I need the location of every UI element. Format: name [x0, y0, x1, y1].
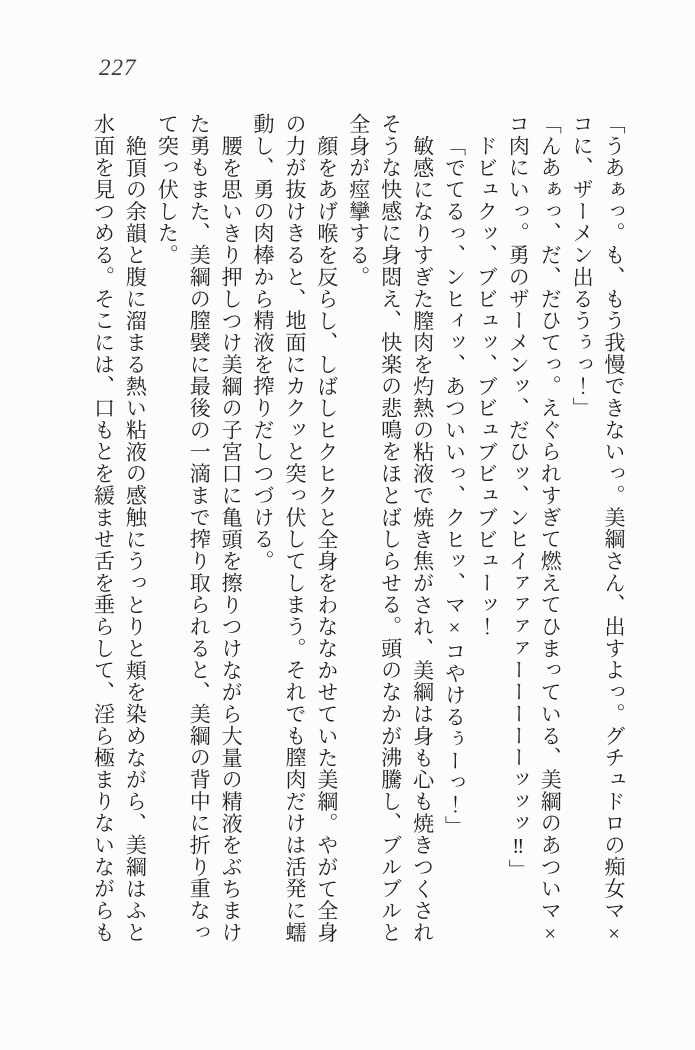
- narration-paragraph: 敏感になりすぎた膣肉を灼熱の粘液で焼き焦がされ、美綱は身も心も焼きつくされそうな快感に身悶え、快楽の悲鳴をほとばしらせる。頭のなかが沸騰し、ブルブルと全身が痙攣する。: [346, 113, 435, 944]
- vertical-text-block: [87, 113, 629, 947]
- dialogue-paragraph: 「んあぁっ、だ、だひてっ。えぐられすぎて燃えてひまっている、美綱のあついマ×コ肉にいっ。勇のザーメンッ、だひッ、ンヒイァァァァーーーーーッッッ‼」: [506, 113, 563, 947]
- narration-paragraph: 絶頂の余韻と腹に溜まる熱い粘液の感触にうっとりと頬を染めながら、美綱はふと水面を見つめる。そこには、口もとを緩ませ舌を垂らして、淫ら極まりないながらも: [91, 113, 148, 944]
- dialogue-paragraph: 「うあぁっ。も、もう我慢できないっ。美綱さん、出すよっ。グチュドロの痴女マ×コに、ザーメン出るうぅっ！」: [570, 113, 626, 947]
- narration-paragraph: 顔をあげ喉を反らし、しばしヒクヒクと全身をわななかせていた美綱。やがて全身の力が抜けきると、地面にカクッと突っ伏してしまう。それでも膣肉だけは活発に蠕動し、勇の肉棒から精液を搾りだしつづける。: [251, 113, 339, 944]
- sfx-paragraph: ドビュクッ、ブビュッ、ブビュブビュブビューッ！: [474, 134, 499, 638]
- dialogue-paragraph: 「でてるっ、ンヒィッ、あついいっ、クヒッ、マ×コやけるぅーっ！」: [442, 134, 467, 838]
- narration-paragraph: 腰を思いきり押しつけ美綱の子宮口に亀頭を擦りつけながら大量の精液をぶちまけた勇もまた、美綱の膣襞に最後の一滴まで搾り取られると、美綱の背中に折り重なって突っ伏した。: [155, 113, 244, 944]
- page-number: 227: [99, 55, 137, 80]
